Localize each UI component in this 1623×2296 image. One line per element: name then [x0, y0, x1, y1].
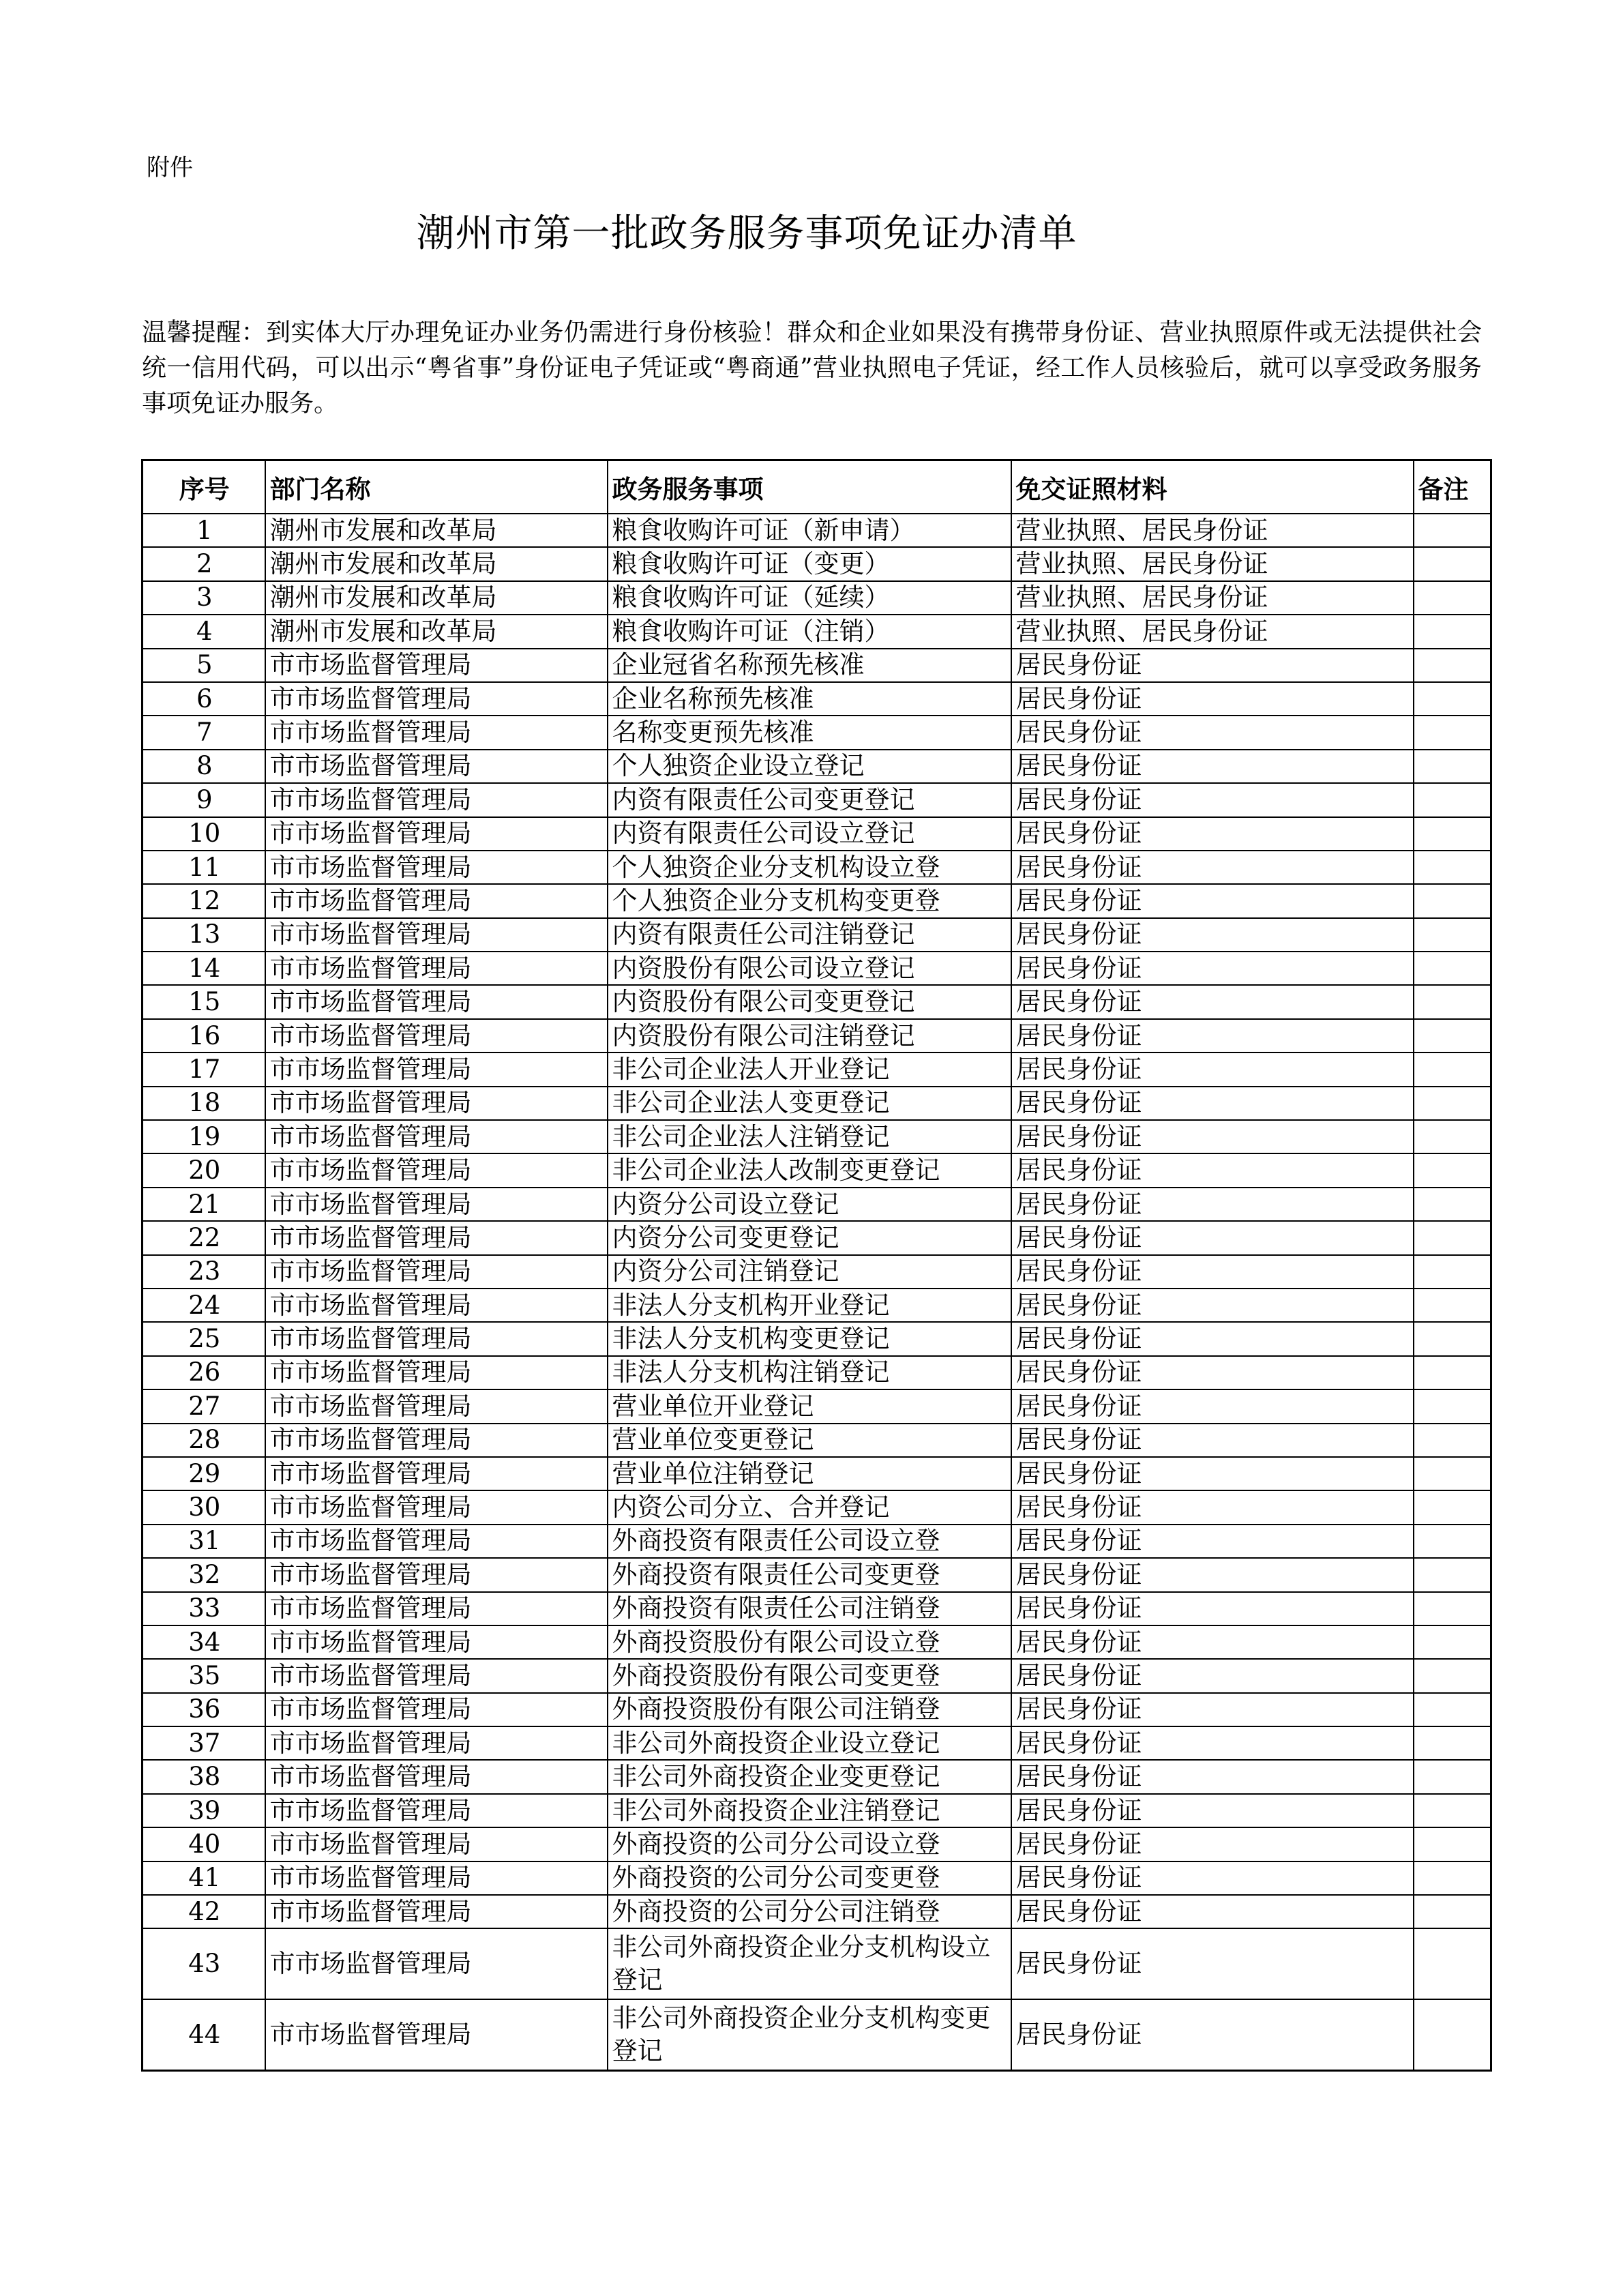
cell-materials: 居民身份证: [1011, 1999, 1414, 2071]
exemption-table: [141, 459, 1492, 2072]
cell-remark: [1414, 1053, 1491, 1086]
cell-seq: 40: [143, 1827, 265, 1861]
cell-materials: 居民身份证: [1011, 1289, 1414, 1322]
table-row: [143, 884, 1491, 917]
cell-dept: 潮州市发展和改革局: [265, 615, 608, 648]
table-row: [143, 1120, 1491, 1153]
cell-materials: 居民身份证: [1011, 1424, 1414, 1457]
cell-dept: 市市场监督管理局: [265, 1659, 608, 1692]
cell-remark: [1414, 1087, 1491, 1120]
cell-materials: 居民身份证: [1011, 716, 1414, 749]
cell-item: 非法人分支机构注销登记: [608, 1356, 1011, 1389]
cell-materials: 营业执照、居民身份证: [1011, 547, 1414, 580]
table-row: [143, 952, 1491, 985]
cell-materials: 居民身份证: [1011, 1019, 1414, 1053]
cell-dept: 市市场监督管理局: [265, 1760, 608, 1793]
table-row: [143, 1289, 1491, 1322]
table-row: [143, 1255, 1491, 1289]
cell-seq: 3: [143, 581, 265, 615]
cell-materials: 居民身份证: [1011, 1153, 1414, 1187]
cell-dept: 市市场监督管理局: [265, 985, 608, 1018]
cell-seq: 27: [143, 1389, 265, 1423]
cell-seq: 11: [143, 851, 265, 884]
cell-remark: [1414, 615, 1491, 648]
cell-seq: 1: [143, 514, 265, 547]
cell-dept: 市市场监督管理局: [265, 1999, 608, 2071]
cell-remark: [1414, 1895, 1491, 1928]
table-row: [143, 1895, 1491, 1928]
cell-dept: 市市场监督管理局: [265, 1457, 608, 1490]
table-row: [143, 581, 1491, 615]
cell-remark: [1414, 682, 1491, 716]
cell-item: 内资有限责任公司设立登记: [608, 817, 1011, 851]
cell-materials: 居民身份证: [1011, 918, 1414, 952]
cell-materials: 居民身份证: [1011, 783, 1414, 816]
cell-remark: [1414, 1693, 1491, 1726]
cell-dept: 市市场监督管理局: [265, 884, 608, 917]
cell-dept: 市市场监督管理局: [265, 1592, 608, 1625]
cell-dept: 市市场监督管理局: [265, 750, 608, 783]
cell-item: 粮食收购许可证（变更）: [608, 547, 1011, 580]
cell-dept: 市市场监督管理局: [265, 716, 608, 749]
cell-dept: 市市场监督管理局: [265, 1255, 608, 1289]
cell-materials: 居民身份证: [1011, 1592, 1414, 1625]
cell-materials: 营业执照、居民身份证: [1011, 581, 1414, 615]
cell-seq: 18: [143, 1087, 265, 1120]
table-row: [143, 716, 1491, 749]
table-row: [143, 918, 1491, 952]
cell-materials: 居民身份证: [1011, 1760, 1414, 1793]
cell-item: 非公司外商投资企业设立登记: [608, 1726, 1011, 1760]
cell-dept: 市市场监督管理局: [265, 952, 608, 985]
table-row: [143, 1827, 1491, 1861]
cell-item: 粮食收购许可证（注销）: [608, 615, 1011, 648]
cell-item: 外商投资的公司分公司注销登: [608, 1895, 1011, 1928]
cell-remark: [1414, 817, 1491, 851]
cell-item: 非公司外商投资企业分支机构变更登记: [608, 1999, 1011, 2071]
cell-dept: 潮州市发展和改革局: [265, 547, 608, 580]
cell-item: 非公司外商投资企业分支机构设立登记: [608, 1928, 1011, 1999]
cell-item: 内资分公司变更登记: [608, 1221, 1011, 1254]
cell-seq: 39: [143, 1794, 265, 1827]
cell-materials: 居民身份证: [1011, 649, 1414, 682]
column-header-item: 政务服务事项: [608, 460, 1011, 514]
cell-item: 非公司企业法人改制变更登记: [608, 1153, 1011, 1187]
cell-materials: 居民身份证: [1011, 1053, 1414, 1086]
cell-remark: [1414, 851, 1491, 884]
table-row: [143, 1659, 1491, 1692]
cell-remark: [1414, 1592, 1491, 1625]
page-title: 潮州市第一批政务服务事项免证办清单: [416, 211, 1077, 256]
cell-dept: 市市场监督管理局: [265, 1153, 608, 1187]
cell-seq: 13: [143, 918, 265, 952]
cell-dept: 市市场监督管理局: [265, 1625, 608, 1659]
cell-remark: [1414, 1356, 1491, 1389]
table-row: [143, 1457, 1491, 1490]
table-row: [143, 1625, 1491, 1659]
table-row: [143, 1999, 1491, 2071]
table-row: [143, 1019, 1491, 1053]
cell-materials: 居民身份证: [1011, 1895, 1414, 1928]
cell-materials: 居民身份证: [1011, 1726, 1414, 1760]
cell-dept: 市市场监督管理局: [265, 649, 608, 682]
table-row: [143, 1928, 1491, 1999]
cell-seq: 7: [143, 716, 265, 749]
cell-seq: 22: [143, 1221, 265, 1254]
table-row: [143, 682, 1491, 716]
cell-remark: [1414, 1424, 1491, 1457]
cell-seq: 12: [143, 884, 265, 917]
cell-seq: 10: [143, 817, 265, 851]
table-row: [143, 1087, 1491, 1120]
cell-seq: 33: [143, 1592, 265, 1625]
table-row: [143, 1389, 1491, 1423]
cell-materials: 居民身份证: [1011, 1861, 1414, 1895]
cell-dept: 市市场监督管理局: [265, 1221, 608, 1254]
cell-materials: 居民身份证: [1011, 1693, 1414, 1726]
cell-dept: 市市场监督管理局: [265, 918, 608, 952]
cell-materials: 居民身份证: [1011, 817, 1414, 851]
cell-item: 企业名称预先核准: [608, 682, 1011, 716]
reminder-text: 温馨提醒：到实体大厅办理免证办业务仍需进行身份核验！群众和企业如果没有携带身份证、营业执照原件或无法提供社会统一信用代码，可以出示“粤省事”身份证电子凭证或“粤商通”营业执照电子凭证，经工作人员核验后，就可以享受政务服务事项免证办服务。: [142, 319, 1482, 417]
table-row: [143, 1693, 1491, 1726]
cell-remark: [1414, 952, 1491, 985]
cell-seq: 17: [143, 1053, 265, 1086]
cell-materials: 居民身份证: [1011, 1356, 1414, 1389]
cell-dept: 市市场监督管理局: [265, 1389, 608, 1423]
table-row: [143, 514, 1491, 547]
cell-materials: 居民身份证: [1011, 682, 1414, 716]
cell-materials: 居民身份证: [1011, 952, 1414, 985]
cell-seq: 8: [143, 750, 265, 783]
cell-item: 外商投资有限责任公司设立登: [608, 1525, 1011, 1558]
cell-materials: 居民身份证: [1011, 1525, 1414, 1558]
cell-dept: 市市场监督管理局: [265, 1019, 608, 1053]
cell-item: 非法人分支机构变更登记: [608, 1322, 1011, 1355]
cell-remark: [1414, 1999, 1491, 2071]
cell-materials: 居民身份证: [1011, 851, 1414, 884]
cell-remark: [1414, 918, 1491, 952]
cell-item: 非公司企业法人注销登记: [608, 1120, 1011, 1153]
cell-seq: 36: [143, 1693, 265, 1726]
table-row: [143, 1424, 1491, 1457]
cell-seq: 43: [143, 1928, 265, 1999]
attachment-label: 附件: [147, 154, 193, 181]
cell-seq: 32: [143, 1558, 265, 1591]
cell-remark: [1414, 750, 1491, 783]
table-row: [143, 1861, 1491, 1895]
cell-remark: [1414, 1120, 1491, 1153]
cell-dept: 市市场监督管理局: [265, 1861, 608, 1895]
cell-seq: 19: [143, 1120, 265, 1153]
table-row: [143, 1356, 1491, 1389]
cell-dept: 潮州市发展和改革局: [265, 514, 608, 547]
cell-seq: 35: [143, 1659, 265, 1692]
table-row: [143, 615, 1491, 648]
cell-seq: 28: [143, 1424, 265, 1457]
cell-seq: 44: [143, 1999, 265, 2071]
cell-dept: 市市场监督管理局: [265, 1424, 608, 1457]
cell-materials: 居民身份证: [1011, 884, 1414, 917]
cell-dept: 市市场监督管理局: [265, 1322, 608, 1355]
cell-item: 外商投资有限责任公司注销登: [608, 1592, 1011, 1625]
cell-seq: 30: [143, 1490, 265, 1524]
cell-item: 外商投资有限责任公司变更登: [608, 1558, 1011, 1591]
cell-item: 内资公司分立、合并登记: [608, 1490, 1011, 1524]
table-row: [143, 1592, 1491, 1625]
cell-seq: 15: [143, 985, 265, 1018]
table-row: [143, 1221, 1491, 1254]
cell-materials: 居民身份证: [1011, 1928, 1414, 1999]
cell-seq: 23: [143, 1255, 265, 1289]
cell-remark: [1414, 1457, 1491, 1490]
cell-item: 营业单位注销登记: [608, 1457, 1011, 1490]
cell-dept: 市市场监督管理局: [265, 1356, 608, 1389]
cell-item: 企业冠省名称预先核准: [608, 649, 1011, 682]
cell-seq: 21: [143, 1188, 265, 1221]
cell-seq: 9: [143, 783, 265, 816]
cell-dept: 市市场监督管理局: [265, 817, 608, 851]
cell-seq: 25: [143, 1322, 265, 1355]
cell-item: 非公司外商投资企业变更登记: [608, 1760, 1011, 1793]
column-header-seq: 序号: [143, 460, 265, 514]
cell-item: 粮食收购许可证（新申请）: [608, 514, 1011, 547]
table-row: [143, 1053, 1491, 1086]
cell-materials: 居民身份证: [1011, 1120, 1414, 1153]
cell-remark: [1414, 1794, 1491, 1827]
cell-materials: 居民身份证: [1011, 1087, 1414, 1120]
cell-dept: 市市场监督管理局: [265, 1490, 608, 1524]
column-header-dept: 部门名称: [265, 460, 608, 514]
cell-dept: 市市场监督管理局: [265, 1558, 608, 1591]
cell-dept: 市市场监督管理局: [265, 851, 608, 884]
cell-remark: [1414, 1827, 1491, 1861]
table-row: [143, 1525, 1491, 1558]
cell-remark: [1414, 1861, 1491, 1895]
table-row: [143, 649, 1491, 682]
table-row: [143, 1490, 1491, 1524]
table-header-row: [143, 460, 1491, 514]
cell-materials: 居民身份证: [1011, 1389, 1414, 1423]
cell-materials: 居民身份证: [1011, 1794, 1414, 1827]
cell-item: 内资分公司设立登记: [608, 1188, 1011, 1221]
cell-item: 非公司企业法人开业登记: [608, 1053, 1011, 1086]
table-row: [143, 985, 1491, 1018]
cell-materials: 居民身份证: [1011, 1659, 1414, 1692]
cell-seq: 2: [143, 547, 265, 580]
cell-item: 外商投资的公司分公司设立登: [608, 1827, 1011, 1861]
cell-remark: [1414, 1153, 1491, 1187]
table-row: [143, 1558, 1491, 1591]
cell-seq: 31: [143, 1525, 265, 1558]
cell-dept: 市市场监督管理局: [265, 783, 608, 816]
cell-seq: 14: [143, 952, 265, 985]
cell-item: 营业单位开业登记: [608, 1389, 1011, 1423]
cell-item: 营业单位变更登记: [608, 1424, 1011, 1457]
cell-remark: [1414, 985, 1491, 1018]
cell-remark: [1414, 1625, 1491, 1659]
cell-remark: [1414, 1659, 1491, 1692]
table-row: [143, 783, 1491, 816]
cell-dept: 市市场监督管理局: [265, 1928, 608, 1999]
cell-dept: 市市场监督管理局: [265, 1693, 608, 1726]
cell-item: 非公司企业法人变更登记: [608, 1087, 1011, 1120]
table-row: [143, 1726, 1491, 1760]
cell-materials: 居民身份证: [1011, 1457, 1414, 1490]
cell-dept: 市市场监督管理局: [265, 1120, 608, 1153]
table-row: [143, 851, 1491, 884]
column-header-remark: 备注: [1414, 460, 1491, 514]
cell-item: 外商投资股份有限公司变更登: [608, 1659, 1011, 1692]
cell-remark: [1414, 514, 1491, 547]
cell-remark: [1414, 581, 1491, 615]
cell-remark: [1414, 884, 1491, 917]
cell-dept: 市市场监督管理局: [265, 1726, 608, 1760]
cell-dept: 市市场监督管理局: [265, 1289, 608, 1322]
cell-materials: 居民身份证: [1011, 1188, 1414, 1221]
cell-materials: 居民身份证: [1011, 1322, 1414, 1355]
cell-remark: [1414, 1322, 1491, 1355]
cell-remark: [1414, 716, 1491, 749]
cell-remark: [1414, 1525, 1491, 1558]
cell-remark: [1414, 1558, 1491, 1591]
table-row: [143, 547, 1491, 580]
cell-materials: 居民身份证: [1011, 1827, 1414, 1861]
cell-materials: 居民身份证: [1011, 1221, 1414, 1254]
cell-item: 粮食收购许可证（延续）: [608, 581, 1011, 615]
cell-seq: 38: [143, 1760, 265, 1793]
cell-seq: 41: [143, 1861, 265, 1895]
cell-remark: [1414, 1221, 1491, 1254]
cell-seq: 34: [143, 1625, 265, 1659]
cell-seq: 4: [143, 615, 265, 648]
cell-dept: 潮州市发展和改革局: [265, 581, 608, 615]
cell-materials: 营业执照、居民身份证: [1011, 514, 1414, 547]
cell-seq: 24: [143, 1289, 265, 1322]
cell-item: 个人独资企业分支机构设立登: [608, 851, 1011, 884]
cell-item: 外商投资股份有限公司设立登: [608, 1625, 1011, 1659]
cell-item: 个人独资企业设立登记: [608, 750, 1011, 783]
table-row: [143, 1188, 1491, 1221]
cell-dept: 市市场监督管理局: [265, 1895, 608, 1928]
cell-item: 内资有限责任公司注销登记: [608, 918, 1011, 952]
cell-item: 内资分公司注销登记: [608, 1255, 1011, 1289]
cell-item: 外商投资股份有限公司注销登: [608, 1693, 1011, 1726]
cell-item: 外商投资的公司分公司变更登: [608, 1861, 1011, 1895]
cell-remark: [1414, 1490, 1491, 1524]
cell-remark: [1414, 1760, 1491, 1793]
cell-dept: 市市场监督管理局: [265, 1794, 608, 1827]
cell-item: 非法人分支机构开业登记: [608, 1289, 1011, 1322]
cell-item: 名称变更预先核准: [608, 716, 1011, 749]
cell-materials: 居民身份证: [1011, 1625, 1414, 1659]
cell-item: 内资股份有限公司注销登记: [608, 1019, 1011, 1053]
cell-remark: [1414, 783, 1491, 816]
cell-item: 个人独资企业分支机构变更登: [608, 884, 1011, 917]
cell-seq: 42: [143, 1895, 265, 1928]
cell-item: 非公司外商投资企业注销登记: [608, 1794, 1011, 1827]
cell-item: 内资股份有限公司设立登记: [608, 952, 1011, 985]
cell-materials: 居民身份证: [1011, 1558, 1414, 1591]
table-body: [143, 514, 1491, 2071]
cell-dept: 市市场监督管理局: [265, 1188, 608, 1221]
cell-remark: [1414, 547, 1491, 580]
cell-dept: 市市场监督管理局: [265, 682, 608, 716]
table-row: [143, 750, 1491, 783]
cell-remark: [1414, 1928, 1491, 1999]
cell-seq: 5: [143, 649, 265, 682]
cell-seq: 20: [143, 1153, 265, 1187]
cell-materials: 居民身份证: [1011, 1490, 1414, 1524]
cell-seq: 6: [143, 682, 265, 716]
cell-seq: 37: [143, 1726, 265, 1760]
cell-seq: 29: [143, 1457, 265, 1490]
cell-dept: 市市场监督管理局: [265, 1087, 608, 1120]
table-row: [143, 1322, 1491, 1355]
cell-materials: 居民身份证: [1011, 750, 1414, 783]
cell-remark: [1414, 1019, 1491, 1053]
column-header-materials: 免交证照材料: [1011, 460, 1414, 514]
cell-remark: [1414, 1389, 1491, 1423]
cell-seq: 16: [143, 1019, 265, 1053]
table-row: [143, 1153, 1491, 1187]
cell-item: 内资有限责任公司变更登记: [608, 783, 1011, 816]
cell-seq: 26: [143, 1356, 265, 1389]
table-row: [143, 1760, 1491, 1793]
cell-materials: 营业执照、居民身份证: [1011, 615, 1414, 648]
table-row: [143, 1794, 1491, 1827]
cell-remark: [1414, 1255, 1491, 1289]
cell-materials: 居民身份证: [1011, 985, 1414, 1018]
cell-remark: [1414, 1289, 1491, 1322]
cell-remark: [1414, 649, 1491, 682]
cell-dept: 市市场监督管理局: [265, 1827, 608, 1861]
cell-item: 内资股份有限公司变更登记: [608, 985, 1011, 1018]
cell-materials: 居民身份证: [1011, 1255, 1414, 1289]
cell-remark: [1414, 1726, 1491, 1760]
cell-remark: [1414, 1188, 1491, 1221]
table-row: [143, 817, 1491, 851]
cell-dept: 市市场监督管理局: [265, 1525, 608, 1558]
cell-dept: 市市场监督管理局: [265, 1053, 608, 1086]
